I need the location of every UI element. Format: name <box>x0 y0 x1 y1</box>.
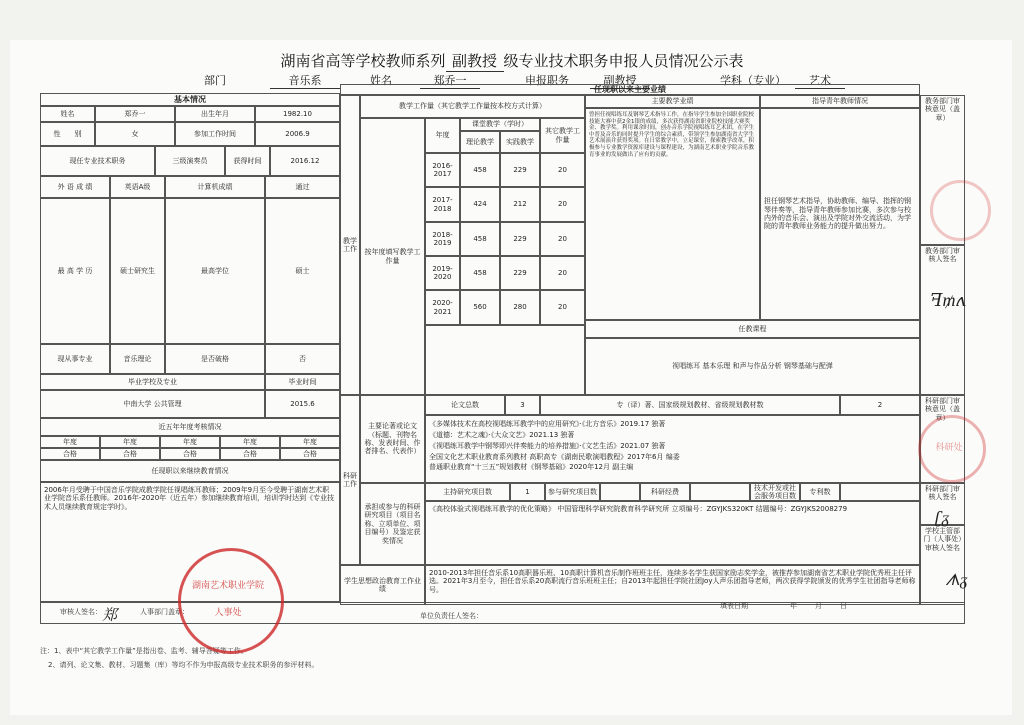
birth-value: 1982.10 <box>255 106 340 122</box>
paper-item: 《道德：艺术之魂》·《大众文艺》2021.13 独著 <box>429 430 575 439</box>
fund-value <box>690 483 750 501</box>
assess-year-2: 年度 <box>100 436 160 448</box>
auditor-label: 审核人签名： <box>60 608 102 616</box>
perf-section-title: 任现职以来主要业绩 <box>340 84 920 95</box>
personnel-label: 人事部门盖章： <box>140 608 189 616</box>
paper-item: 《多媒体技术在高校视唱练耳教学中的应用研究》·《北方音乐》2019.17 独著 <box>429 420 666 428</box>
projects: 《高校体验式视唱练耳教学的优化策略》 中国管理科学研究院教育科学研究所 立项编号：ZGYJKS320KT 结题编号：ZGYJKS2008279 <box>425 501 920 565</box>
research-seal-text: 科研处 <box>935 443 963 453</box>
row-year: 2016-2017 <box>425 153 460 187</box>
unit-sign-label: 单位负责任人签名： <box>420 612 483 620</box>
row-practice: 229 <box>500 256 540 290</box>
major-value: 音乐理论 <box>110 344 165 374</box>
row-other: 20 <box>540 290 585 325</box>
assess-year-5: 年度 <box>280 436 340 448</box>
row-theory: 560 <box>460 290 500 325</box>
patent-label: 专利数 <box>800 483 840 501</box>
workload-blank <box>425 325 585 395</box>
title-time-label: 获得时间 <box>225 146 270 176</box>
school-value: 中南大学 公共管理 <box>40 390 265 418</box>
assess-result-5: 合格 <box>280 448 340 460</box>
row-year: 2018-2019 <box>425 222 460 256</box>
paper-total: 3 <box>505 395 540 415</box>
post-history-label: 任现职以来继续教育情况 <box>40 460 340 482</box>
row-year: 2020-2021 <box>425 290 460 325</box>
project-question: 承担或参与的科研研究项目（项目名称、立项单位、项目编号）及鉴定获奖情况 <box>360 483 425 565</box>
join-value <box>600 483 640 501</box>
col-hours: 课堂教学（学时） <box>460 118 540 131</box>
gradtime-label: 毕业时间 <box>265 374 340 390</box>
col-theory: 理论教学 <box>460 131 500 153</box>
edu-value: 硕士研究生 <box>110 198 165 344</box>
row-other: 20 <box>540 153 585 187</box>
project-count-label: 主持研究项目数 <box>425 483 510 501</box>
col-practice: 实践教学 <box>500 131 540 153</box>
note-1: 注：1、表中“其它教学工作量”是指出卷、监考、辅导答疑等工作。 <box>40 647 248 655</box>
paper-item: 普通职业教育“十三五”规划教材《钢琴基础》2020年12月 副主编 <box>429 463 634 472</box>
comp-label: 计算机成绩 <box>165 176 265 198</box>
basic-section-title: 基本情况 <box>40 93 340 106</box>
assess-result-3: 合格 <box>160 448 220 460</box>
main-label: 主要教学业绩 <box>585 95 760 108</box>
lang-value: 英语A级 <box>110 176 165 198</box>
teach-label: 教学工作 <box>340 95 360 395</box>
row-other: 20 <box>540 187 585 222</box>
gradtime-value: 2015.6 <box>265 390 340 418</box>
side-academic-approval: 教务部门审核意见（盖章） <box>920 95 965 245</box>
side-research-approval: 科研部门审核意见（盖章） <box>920 395 965 483</box>
project-count: 1 <box>510 483 545 501</box>
row-practice: 229 <box>500 153 540 187</box>
paper-item: 《视唱练耳教学中钢琴即兴伴奏能力的培养措施》·《文艺生活》2021.07 独著 <box>429 441 666 450</box>
workload-method: 按年度填写教学工作量 <box>360 118 425 395</box>
work-label: 参加工作时间 <box>175 122 255 146</box>
row-theory: 458 <box>460 222 500 256</box>
page-title: 湖南省高等学校教师系列 副教授 级专业技术职务申报人员情况公示表 <box>280 52 744 70</box>
academic-seal <box>930 180 991 241</box>
tech-count-label: 技术开发或社会服务项目数 <box>750 483 800 501</box>
gender-label: 性 别 <box>40 122 95 146</box>
main-text: 曾担任视唱练耳及钢琴艺术指导工作，在指导学生参加全国职业院校技能大赛中获2金1银的成绩，多次获得湖南省职业院校技能大赛奖金、教学奖。利用课余时间，创办音乐学院视唱练耳艺术团，在学生中普及音乐的同时提升学生的综合素质，带领学生参加湖南省大学生艺术展演并获得奖项。在日常教学中，立足课堂，探索教学改革，积极参与专业教学资源库建设与课程建设，为湖南艺术职业学院音乐教育事业的发展做出了应有的贡献。 <box>585 108 760 320</box>
guide-label: 指导青年教师情况 <box>760 95 920 108</box>
hr-signature: ᗑᵹ <box>945 570 968 589</box>
note-2: 2、请列、论文集、教材、习题集（库）等均不作为申报高级专业技术职务的参评材料。 <box>48 661 319 669</box>
red-seal-text: 湖南艺术职业学院 <box>191 581 264 591</box>
red-seal-sub: 人事处 <box>214 608 242 618</box>
paper-list <box>425 415 920 483</box>
major-label: 现从事专业 <box>40 344 110 374</box>
row-practice: 229 <box>500 222 540 256</box>
row-practice: 280 <box>500 290 540 325</box>
col-year: 年度 <box>425 118 460 153</box>
academic-signature: ꟻ₥ʌ <box>930 290 966 311</box>
birth-label: 出生年月 <box>175 106 255 122</box>
assess-result-2: 合格 <box>100 448 160 460</box>
research-signature: ʗᵹ <box>935 508 950 527</box>
row-theory: 458 <box>460 256 500 290</box>
paper-item: 全国文化艺术职业教育系列教材 高职高专《湖南民歌演唱教程》2017年6月 编委 <box>429 452 680 461</box>
red-seal <box>178 548 284 654</box>
degree-value: 硕士 <box>265 198 340 344</box>
assess-year-1: 年度 <box>40 436 100 448</box>
book-label: 专（译）著、国家级规划教材、省级规划教材数 <box>540 395 840 415</box>
date-year: 年 <box>790 602 797 610</box>
assess-year-4: 年度 <box>220 436 280 448</box>
paper-total-label: 论文总数 <box>425 395 505 415</box>
paper-question: 主要论著或论文（标题、刊物名称、发表时间、作者排名、代表作） <box>360 395 425 483</box>
course-label: 任教课程 <box>585 320 920 338</box>
research-label: 科研工作 <box>340 395 360 565</box>
lang-label: 外 语 成 绩 <box>40 176 110 198</box>
patent-value <box>840 483 920 501</box>
edu-label: 最 高 学 历 <box>40 198 110 344</box>
side-hr-sign: 学校主管部门（人事处）审核人签名 <box>920 525 965 605</box>
assess-label: 近五年年度考核情况 <box>40 418 340 436</box>
guide-text: 担任钢琴艺术指导，协助教师、编导、指挥的钢琴伴奏等，指导青年教师参加比赛，多次参与校内外的音乐会、演出及学院对外交流活动，为学院的青年教师业务能力的提升做出努力。 <box>760 108 920 320</box>
join-label: 参与研究项目数 <box>545 483 600 501</box>
row-theory: 424 <box>460 187 500 222</box>
row-year: 2017-2018 <box>425 187 460 222</box>
row-other: 20 <box>540 222 585 256</box>
courses: 视唱练耳 基本乐理 和声与作品分析 钢琴基础与配弹 <box>585 338 920 395</box>
date-month: 月 <box>815 602 822 610</box>
date-day: 日 <box>840 602 847 610</box>
moral-text: 2010-2013年担任音乐系10高职器乐班、10高职计算机音乐制作班班主任，连续多名学生获国家励志奖学金，被推荐参加湖南省艺术职业学院优秀班主任评选。2021年3月至今，担任音乐系20高职流行音乐班班主任；自2013年起担任学院社团Joy人声乐团指导老师，两次获得学院颁发的优秀学生社团指导老师称号。 <box>425 565 920 605</box>
date-label: 填表日期 <box>720 602 748 610</box>
degree-label: 最高学位 <box>165 198 265 344</box>
match-value: 否 <box>265 344 340 374</box>
side-research-sign: 科研部门审核人签名 <box>920 483 965 525</box>
moral-label: 学生思想政治教育工作业绩 <box>340 565 425 605</box>
fund-label: 科研经费 <box>640 483 690 501</box>
name-label: 姓名 <box>40 106 95 122</box>
title-time-value: 2016.12 <box>270 146 340 176</box>
auditor-signature: 郑 <box>102 606 118 624</box>
row-practice: 212 <box>500 187 540 222</box>
col-other: 其它教学工作量 <box>540 118 585 153</box>
assess-year-3: 年度 <box>160 436 220 448</box>
row-theory: 458 <box>460 153 500 187</box>
side-academic-sign: 教务部门审核人签名 <box>920 245 965 395</box>
gender-value: 女 <box>95 122 175 146</box>
row-year: 2019-2020 <box>425 256 460 290</box>
match-label: 是否破格 <box>165 344 265 374</box>
workload-title: 教学工作量（其它教学工作量按本校方式计算） <box>360 95 585 118</box>
work-value: 2006.9 <box>255 122 340 146</box>
school-label: 毕业学校及专业 <box>40 374 265 390</box>
comp-value: 通过 <box>265 176 340 198</box>
post-history-text: 2006年月受聘于中国音乐学院成教学院任视唱练耳教师；2009年9月至今受聘于湖南艺术职业学院音乐系任教师。2016年-2020年（近五年）参加继续教育培训，培训学时达到《专业技术人员继续教育规定学时》。 <box>40 482 340 602</box>
row-other: 20 <box>540 256 585 290</box>
assess-result-1: 合格 <box>40 448 100 460</box>
title-value: 三级演奏员 <box>155 146 225 176</box>
book-total: 2 <box>840 395 920 415</box>
title-label: 现任专业技术职务 <box>40 146 155 176</box>
assess-result-4: 合格 <box>220 448 280 460</box>
name-value: 郑乔一 <box>95 106 175 122</box>
